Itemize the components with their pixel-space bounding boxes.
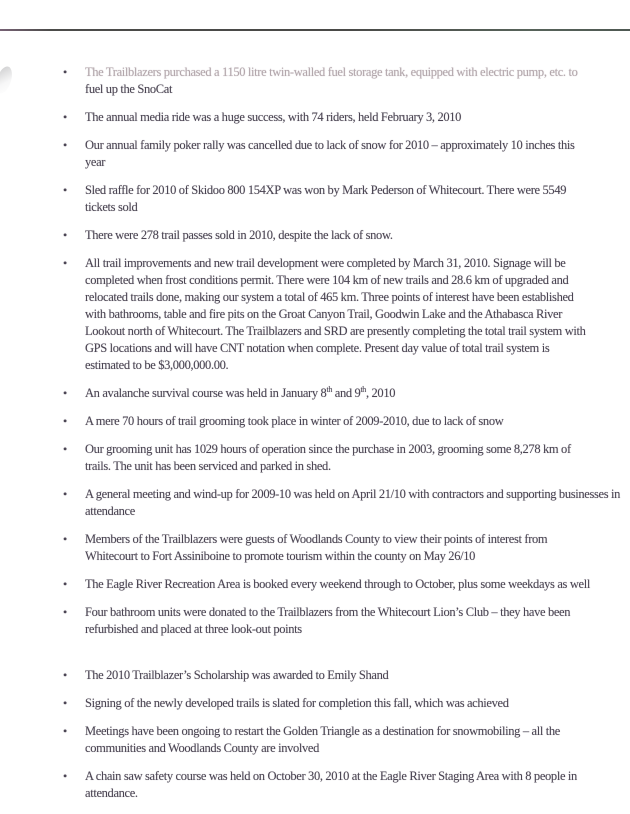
bullet-text (85, 64, 625, 98)
list-item (63, 723, 630, 757)
list-item (63, 441, 630, 475)
bullet-marker: • (63, 110, 68, 124)
text-line (85, 531, 625, 548)
text-segment: trails. The unit has been serviced and parked in shed. (85, 459, 331, 473)
bullet-marker: • (63, 724, 68, 738)
text-segment: The 2010 Trailblazer’s Scholarship was awarded to Emily Shand (85, 668, 389, 682)
text-line (85, 785, 625, 802)
bullet-text (85, 182, 625, 216)
list-item (63, 576, 630, 593)
list-item (63, 768, 630, 802)
text-line (85, 199, 625, 216)
text-segment: year (85, 155, 106, 169)
bullet-text (85, 604, 625, 638)
text-line (85, 109, 625, 126)
text-line (85, 227, 625, 244)
text-line (85, 323, 625, 340)
bullet-marker: • (63, 414, 68, 428)
bullet-text (85, 441, 625, 475)
bullet-marker: • (63, 605, 68, 619)
list-item (63, 182, 630, 216)
text-line (85, 548, 625, 565)
text-line (85, 413, 625, 430)
bullet-marker: • (63, 696, 68, 710)
bullet-text (85, 667, 625, 684)
superscript-text: th (360, 385, 366, 394)
bullet-text (85, 413, 625, 430)
bullet-marker: • (63, 138, 68, 152)
bullet-marker: • (63, 256, 68, 270)
text-line (85, 667, 625, 684)
text-line (85, 441, 625, 458)
bullet-text (85, 137, 625, 171)
text-segment: refurbished and placed at three look-out points (85, 622, 302, 636)
bullet-marker: • (63, 532, 68, 546)
text-line (85, 357, 625, 374)
list-item (63, 227, 630, 244)
list-item (63, 137, 630, 171)
bullet-text (85, 385, 625, 402)
bullet-marker: • (63, 769, 68, 783)
bullet-marker: • (63, 65, 68, 79)
text-line (85, 154, 625, 171)
text-segment: fuel up the SnoCat (85, 82, 173, 96)
text-line (85, 182, 625, 199)
bullet-text (85, 576, 625, 593)
bullet-text (85, 486, 625, 520)
list-item (63, 64, 630, 98)
text-line (85, 503, 625, 520)
text-segment: and 9 (331, 386, 361, 400)
bullet-text (85, 695, 625, 712)
text-line (85, 272, 625, 289)
text-line (85, 723, 625, 740)
bullet-marker: • (63, 386, 68, 400)
text-segment: Meetings have been ongoing to restart the Golden Triangle as a destination for snowmobiling – all the (85, 724, 560, 738)
text-segment: The Eagle River Recreation Area is booked every weekend through to October, plus some weekdays as well (85, 577, 590, 591)
list-item (63, 667, 630, 684)
list-item (63, 413, 630, 430)
text-line (85, 385, 625, 402)
text-segment: The Trailblazers purchased a 1150 litre twin-walled fuel storage tank, equipped with electric pump, etc. to (85, 65, 578, 79)
list-item (63, 695, 630, 712)
text-segment: Sled raffle for 2010 of Skidoo 800 154XP was won by Mark Pederson of Whitecourt. There were 5549 (85, 183, 567, 197)
list-item (63, 385, 630, 402)
bullet-marker: • (63, 668, 68, 682)
text-segment: A general meeting and wind-up for 2009-10 was held on April 21/10 with contractors and supporting businesses in (85, 487, 621, 501)
text-segment: Signing of the newly developed trails is slated for completion this fall, which was achieved (85, 696, 509, 710)
bullet-marker: • (63, 228, 68, 242)
text-segment: There were 278 trail passes sold in 2010, despite the lack of snow. (85, 228, 393, 242)
text-line (85, 604, 625, 621)
text-line (85, 64, 625, 81)
text-segment: with bathrooms, table and fire pits on the Groat Canyon Trail, Goodwin Lake and the Athabasca River (85, 307, 563, 321)
bullet-marker: • (63, 442, 68, 456)
text-segment: The annual media ride was a huge success, with 74 riders, held February 3, 2010 (85, 110, 462, 124)
bullet-text (85, 255, 625, 374)
text-segment: communities and Woodlands County are involved (85, 741, 320, 755)
text-segment: An avalanche survival course was held in January 8 (85, 386, 327, 400)
text-segment: completed when frost conditions permit. There were 104 km of new trails and 28.6 km of upgraded and (85, 273, 569, 287)
text-segment: All trail improvements and new trail development were completed by March 31, 2010. Signage will be (85, 256, 566, 270)
text-line (85, 289, 625, 306)
text-line (85, 486, 625, 503)
bullet-text (85, 531, 625, 565)
bullet-text (85, 109, 625, 126)
text-segment: Our grooming unit has 1029 hours of operation since the purchase in 2003, grooming some 8,278 km of (85, 442, 571, 456)
text-segment: estimated to be $3,000,000.00. (85, 358, 229, 372)
text-segment: A chain saw safety course was held on October 30, 2010 at the Eagle River Staging Area with 8 people in (85, 769, 577, 783)
text-segment: Members of the Trailblazers were guests of Woodlands County to view their points of interest from (85, 532, 548, 546)
text-line (85, 768, 625, 785)
text-segment: tickets sold (85, 200, 138, 214)
text-segment: attendance. (85, 786, 138, 800)
text-segment: attendance (85, 504, 135, 518)
superscript-text: th (326, 385, 332, 394)
bullet-text (85, 723, 625, 757)
bullet-marker: • (63, 487, 68, 501)
list-item (63, 531, 630, 565)
text-segment: Lookout north of Whitecourt. The Trailblazers and SRD are presently completing the total trail system with (85, 324, 586, 338)
text-segment: Four bathroom units were donated to the Trailblazers from the Whitecourt Lion’s Club – they have been (85, 605, 571, 619)
bullet-text (85, 768, 625, 802)
bullet-text (85, 227, 625, 244)
text-line (85, 621, 625, 638)
text-segment: A mere 70 hours of trail grooming took place in winter of 2009-2010, due to lack of snow (85, 414, 504, 428)
bullet-marker: • (63, 183, 68, 197)
list-item (63, 604, 630, 638)
text-line (85, 458, 625, 475)
text-segment: , 2010 (365, 386, 396, 400)
text-line (85, 255, 625, 272)
text-line (85, 576, 625, 593)
bullet-marker: • (63, 577, 68, 591)
text-line (85, 306, 625, 323)
list-item (63, 255, 630, 374)
text-line (85, 340, 625, 357)
text-segment: GPS locations and will have CNT notation when complete. Present day value of total trail system is (85, 341, 550, 355)
text-line (85, 81, 625, 98)
text-line (85, 137, 625, 154)
text-segment: Our annual family poker rally was cancelled due to lack of snow for 2010 – approximately 10 inches this (85, 138, 575, 152)
text-line (85, 695, 625, 712)
list-item (63, 486, 630, 520)
text-line (85, 740, 625, 757)
text-segment: Whitecourt to Fort Assiniboine to promote tourism within the county on May 26/10 (85, 549, 476, 563)
text-segment: relocated trails done, making our system a total of 465 km. Three points of interest have been established (85, 290, 574, 304)
list-item (63, 109, 630, 126)
